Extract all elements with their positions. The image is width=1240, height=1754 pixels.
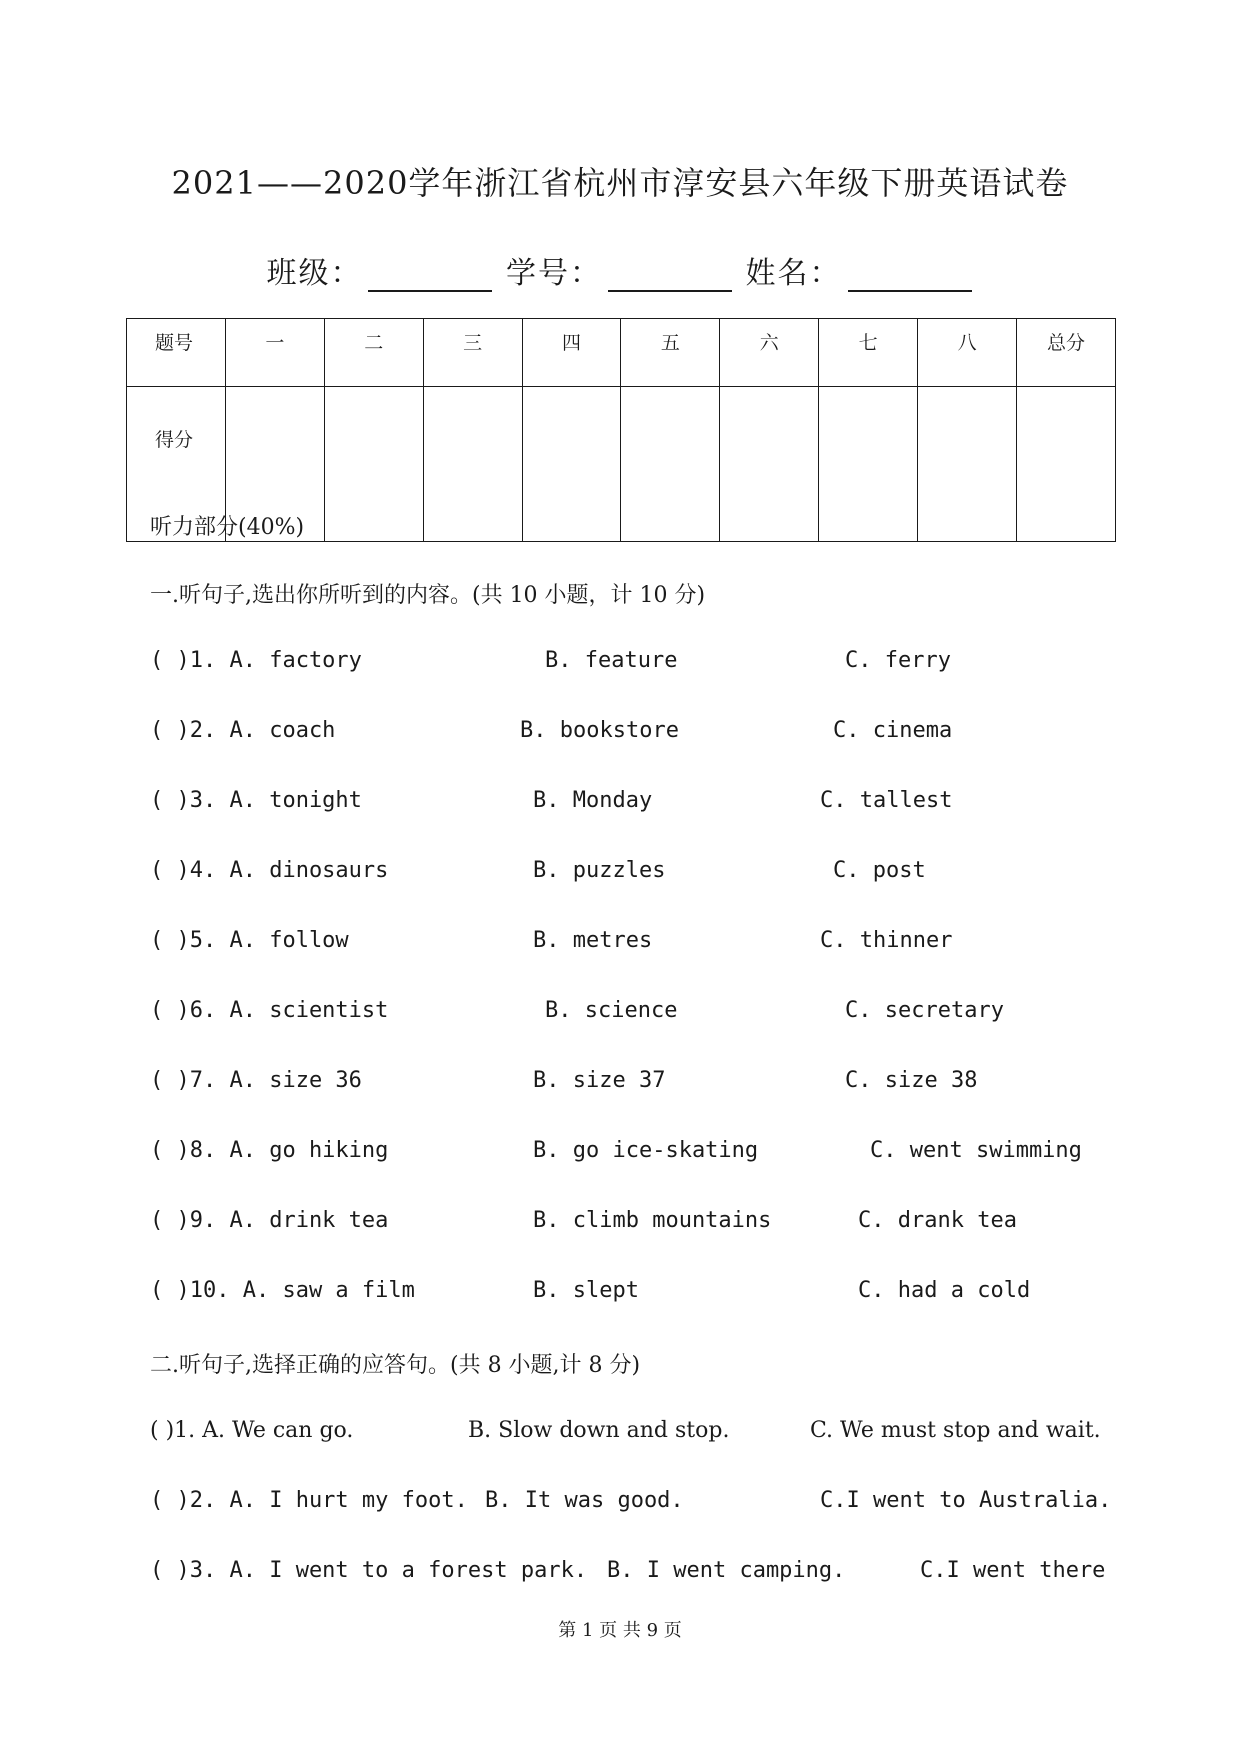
- number-blank[interactable]: [608, 260, 732, 292]
- section2-heading: 二.听句子,选择正确的应答句。(共 8 小题,计 8 分): [150, 1353, 641, 1378]
- score-header-cell: 总分: [1017, 319, 1116, 387]
- score-cell[interactable]: [324, 387, 423, 542]
- student-info-line: [0, 248, 1240, 292]
- score-table: [126, 318, 1116, 542]
- question-option-a: ( )10. A. saw a film: [150, 1278, 415, 1303]
- question-row: [150, 998, 1110, 1028]
- question-option-b: B. metres: [533, 928, 653, 953]
- question-option-a: ( )1. A. We can go.: [150, 1418, 354, 1443]
- score-header-cell: 四: [522, 319, 621, 387]
- question-row: [150, 1488, 1110, 1518]
- score-header-cell: 六: [720, 319, 819, 387]
- score-cell[interactable]: [621, 387, 720, 542]
- class-label: 班级：: [266, 256, 363, 291]
- question-option-b: B. I went camping.: [607, 1558, 846, 1583]
- question-option-b: B. It was good.: [485, 1488, 684, 1513]
- name-blank[interactable]: [848, 260, 972, 292]
- question-option-b: B. climb mountains: [533, 1208, 772, 1233]
- question-row: [150, 718, 1110, 748]
- score-cell[interactable]: [423, 387, 522, 542]
- name-label: 姓名：: [745, 256, 842, 291]
- question-row: [150, 1558, 1110, 1588]
- question-option-a: ( )1. A. factory: [150, 648, 362, 673]
- question-option-a: ( )7. A. size 36: [150, 1068, 362, 1093]
- score-cell[interactable]: [819, 387, 918, 542]
- score-table-header-row: [127, 319, 1116, 387]
- score-cell[interactable]: [522, 387, 621, 542]
- question-option-a: ( )6. A. scientist: [150, 998, 389, 1023]
- score-cell[interactable]: [1017, 387, 1116, 542]
- question-option-c: C.I went there: [920, 1558, 1106, 1583]
- question-option-c: C. post: [833, 858, 926, 883]
- score-header-cell: 二: [324, 319, 423, 387]
- question-option-c: C. thinner: [820, 928, 953, 953]
- score-header-cell: 五: [621, 319, 720, 387]
- question-option-c: C. cinema: [833, 718, 953, 743]
- question-option-b: B. size 37: [533, 1068, 666, 1093]
- question-row: [150, 1138, 1110, 1168]
- score-row-label: 得分: [127, 387, 226, 542]
- score-header-cell: 一: [225, 319, 324, 387]
- question-option-a: ( )2. A. coach: [150, 718, 336, 743]
- question-option-a: ( )3. A. I went to a forest park.: [150, 1558, 588, 1583]
- question-option-b: B. puzzles: [533, 858, 666, 883]
- question-row: [150, 928, 1110, 958]
- question-option-b: B. Monday: [533, 788, 653, 813]
- question-option-a: ( )9. A. drink tea: [150, 1208, 389, 1233]
- question-row: [150, 1418, 1110, 1448]
- question-row: [150, 1278, 1110, 1308]
- score-cell[interactable]: [918, 387, 1017, 542]
- question-option-c: C. drank tea: [858, 1208, 1017, 1233]
- section1-heading: 一.听句子,选出你所听到的内容。(共 10 小题，计 10 分): [150, 583, 706, 608]
- score-header-cell: 八: [918, 319, 1017, 387]
- question-option-b: B. bookstore: [520, 718, 679, 743]
- question-option-a: ( )2. A. I hurt my foot.: [150, 1488, 468, 1513]
- score-header-cell: 题号: [127, 319, 226, 387]
- question-row: [150, 788, 1110, 818]
- question-option-b: B. science: [545, 998, 678, 1023]
- listening-heading: 听力部分(40%): [150, 515, 305, 540]
- question-row: [150, 1208, 1110, 1238]
- question-option-b: B. slept: [533, 1278, 639, 1303]
- question-option-c: C. size 38: [845, 1068, 978, 1093]
- question-option-a: ( )5. A. follow: [150, 928, 349, 953]
- class-blank[interactable]: [368, 260, 492, 292]
- question-row: [150, 1068, 1110, 1098]
- question-option-c: C. secretary: [845, 998, 1004, 1023]
- question-option-a: ( )3. A. tonight: [150, 788, 362, 813]
- question-option-a: ( )4. A. dinosaurs: [150, 858, 389, 883]
- question-option-b: B. Slow down and stop.: [468, 1418, 730, 1443]
- question-option-c: C. had a cold: [858, 1278, 1031, 1303]
- question-option-c: C. ferry: [845, 648, 951, 673]
- question-option-c: C. went swimming: [870, 1138, 1082, 1163]
- question-option-c: C.I went to Australia.: [820, 1488, 1112, 1513]
- page-footer: 第 1 页 共 9 页: [558, 1620, 682, 1641]
- question-option-b: B. go ice-skating: [533, 1138, 759, 1163]
- score-header-cell: 七: [819, 319, 918, 387]
- question-option-c: C. We must stop and wait.: [810, 1418, 1101, 1443]
- page-title: 2021——2020学年浙江省杭州市淳安县六年级下册英语试卷: [171, 164, 1069, 202]
- number-label: 学号：: [506, 256, 602, 291]
- score-cell[interactable]: [720, 387, 819, 542]
- question-option-b: B. feature: [545, 648, 678, 673]
- score-header-cell: 三: [423, 319, 522, 387]
- question-row: [150, 858, 1110, 888]
- question-option-c: C. tallest: [820, 788, 953, 813]
- question-row: [150, 648, 1110, 678]
- question-option-a: ( )8. A. go hiking: [150, 1138, 389, 1163]
